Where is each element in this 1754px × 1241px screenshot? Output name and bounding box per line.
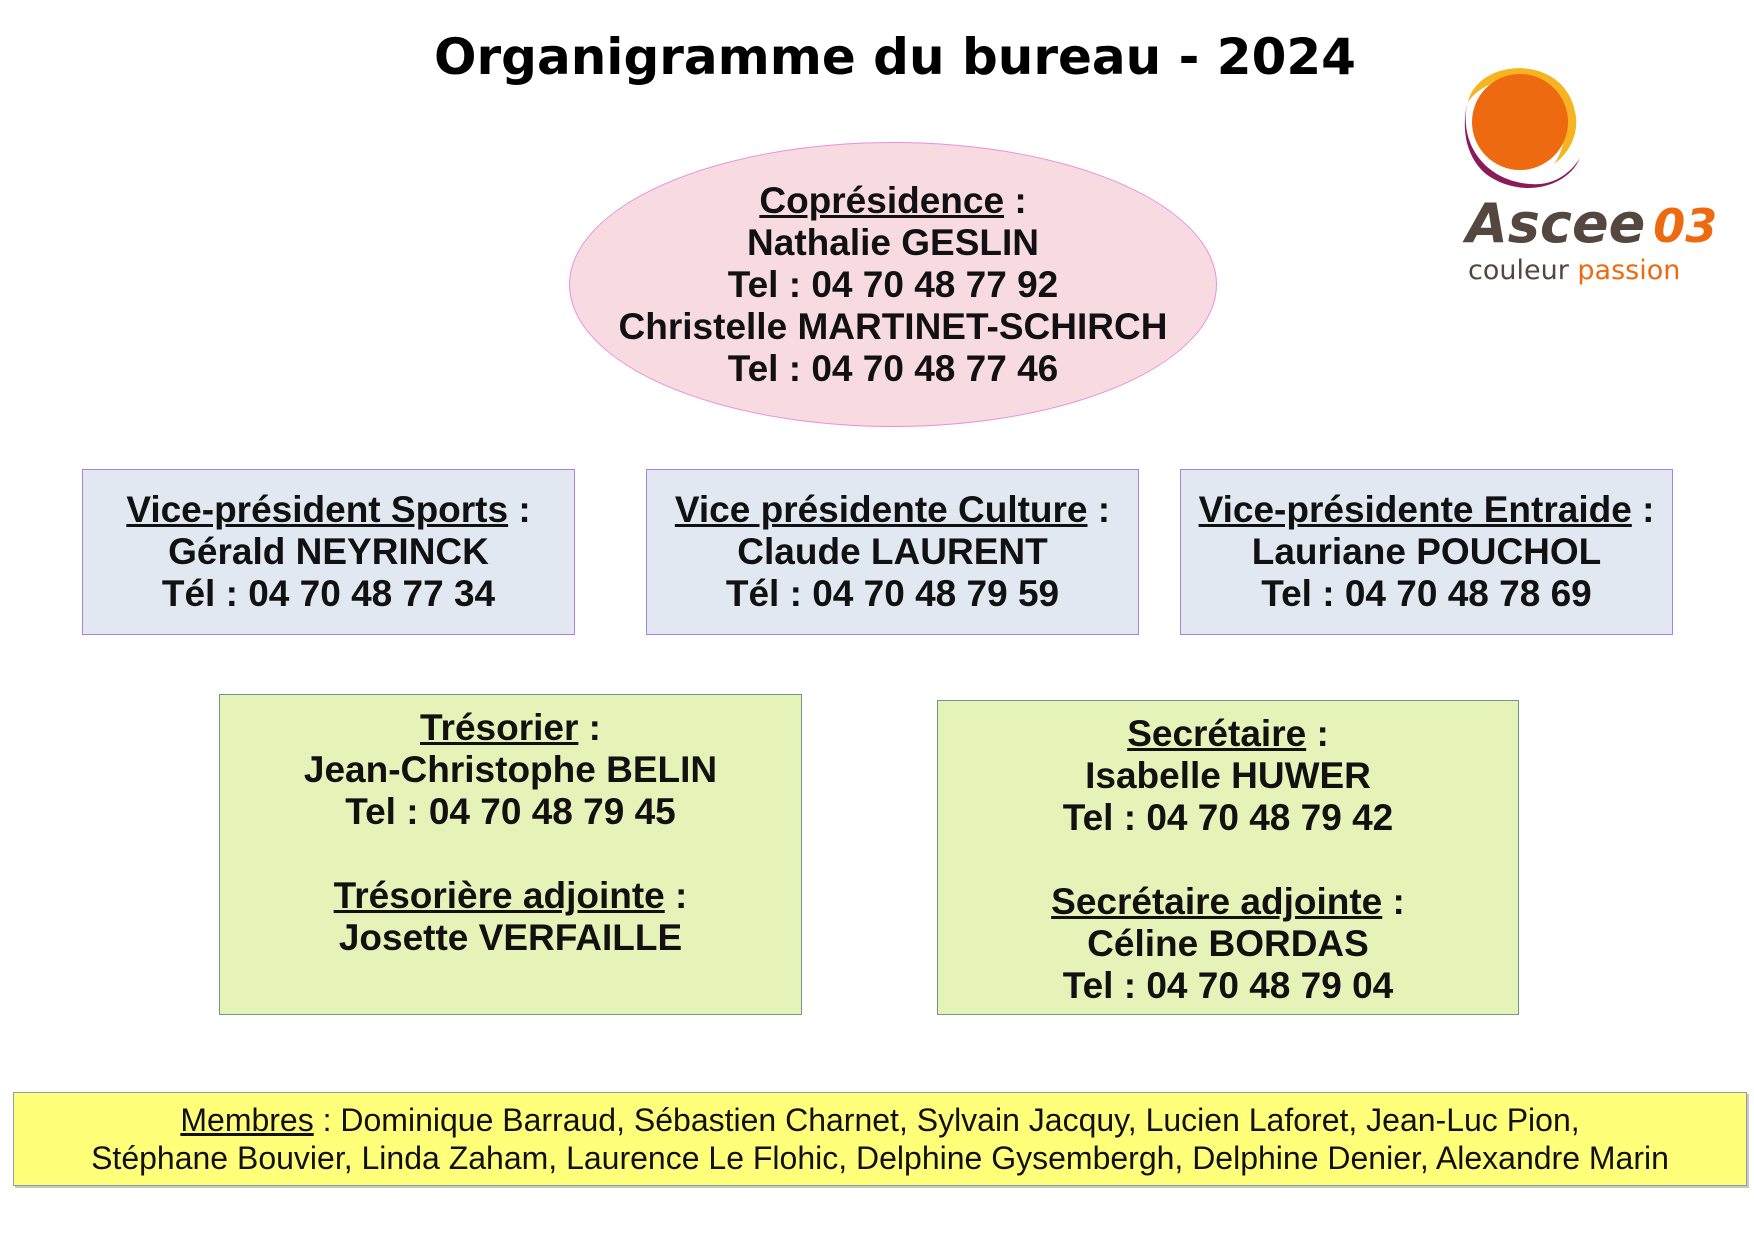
vp-entraide-heading: Vice-présidente Entraide — [1198, 489, 1632, 530]
vp-entraide-tel: Tel : 04 70 48 78 69 — [1261, 573, 1592, 614]
vp-sports-tel: Tél : 04 70 48 77 34 — [161, 573, 496, 614]
ascee-logo — [1458, 62, 1718, 292]
vp-entraide-node: Vice-présidente Entraide : Lauriane POUCHOL Tel : 04 70 48 78 69 — [1180, 469, 1673, 635]
secretaire-tel: Tel : 04 70 48 79 42 — [1062, 797, 1394, 838]
vp-culture-tel: Tél : 04 70 48 79 59 — [725, 573, 1060, 614]
copresidence-node: Coprésidence : Nathalie GESLIN Tel : 04 70 48 77 92 Christelle MARTINET-SCHIRCH Tel : 04 70 48 77 46 — [569, 142, 1217, 427]
members-line-2: Stéphane Bouvier, Linda Zaham, Laurence Le Flohic, Delphine Gysembergh, Delphine Denier, Alexandre Marin — [91, 1140, 1669, 1176]
logo-brand: Ascee — [1466, 192, 1646, 255]
logo-tagline-1: couleur — [1468, 255, 1569, 286]
tresoriere-adjointe-heading: Trésorière adjointe — [333, 875, 665, 916]
copresident-1-name: Nathalie GESLIN — [747, 221, 1039, 263]
logo-orange-sun-icon — [1472, 74, 1568, 170]
secretaire-adjointe-tel: Tel : 04 70 48 79 04 — [1062, 965, 1394, 1006]
secretaire-node: Secrétaire : Isabelle HUWER Tel : 04 70 48 79 42 Secrétaire adjointe : Céline BORDAS Tel : 04 70 48 79 04 — [937, 700, 1519, 1015]
logo-number: 03 — [1653, 199, 1718, 253]
tresoriere-adjointe-name: Josette VERFAILLE — [338, 917, 683, 958]
copresident-2-tel: Tel : 04 70 48 77 46 — [727, 347, 1059, 389]
vp-sports-heading: Vice-président Sports — [126, 489, 509, 530]
vp-entraide-name: Lauriane POUCHOL — [1251, 531, 1602, 572]
vp-sports-name: Gérald NEYRINCK — [168, 531, 489, 572]
members-banner — [13, 1092, 1747, 1186]
secretaire-adjointe-heading: Secrétaire adjointe — [1051, 881, 1383, 922]
svg-text:couleur passion — [1468, 255, 1680, 286]
vp-culture-heading: Vice présidente Culture — [674, 489, 1088, 530]
secretaire-adjointe-name: Céline BORDAS — [1087, 923, 1369, 964]
tresorier-node: Trésorier : Jean-Christophe BELIN Tel : 04 70 48 79 45 Trésorière adjointe : Josette VERFAILLE — [219, 694, 802, 1015]
tresorier-heading: Trésorier — [420, 707, 579, 748]
svg-text:Ascee03 — [1462, 192, 1717, 255]
members-line-1: : Dominique Barraud, Sébastien Charnet, Sylvain Jacquy, Lucien Laforet, Jean-Luc Pion, — [313, 1102, 1580, 1138]
copresident-2-name: Christelle MARTINET-SCHIRCH — [618, 305, 1168, 347]
secretaire-heading: Secrétaire — [1127, 713, 1307, 754]
vp-culture-node: Vice présidente Culture : Claude LAURENT Tél : 04 70 48 79 59 — [646, 469, 1139, 635]
vp-culture-name: Claude LAURENT — [737, 531, 1048, 572]
vp-sports-node: Vice-président Sports : Gérald NEYRINCK Tél : 04 70 48 77 34 — [82, 469, 575, 635]
page-title: Organigramme du bureau - 2024 — [434, 28, 1356, 86]
logo-tagline-2: passion — [1577, 255, 1681, 286]
copresident-1-tel: Tel : 04 70 48 77 92 — [727, 263, 1059, 305]
tresorier-name: Jean-Christophe BELIN — [303, 749, 718, 790]
copresidence-heading: Coprésidence — [759, 179, 1005, 221]
secretaire-name: Isabelle HUWER — [1085, 755, 1371, 796]
members-heading: Membres — [180, 1102, 314, 1138]
tresorier-tel: Tel : 04 70 48 79 45 — [345, 791, 676, 832]
